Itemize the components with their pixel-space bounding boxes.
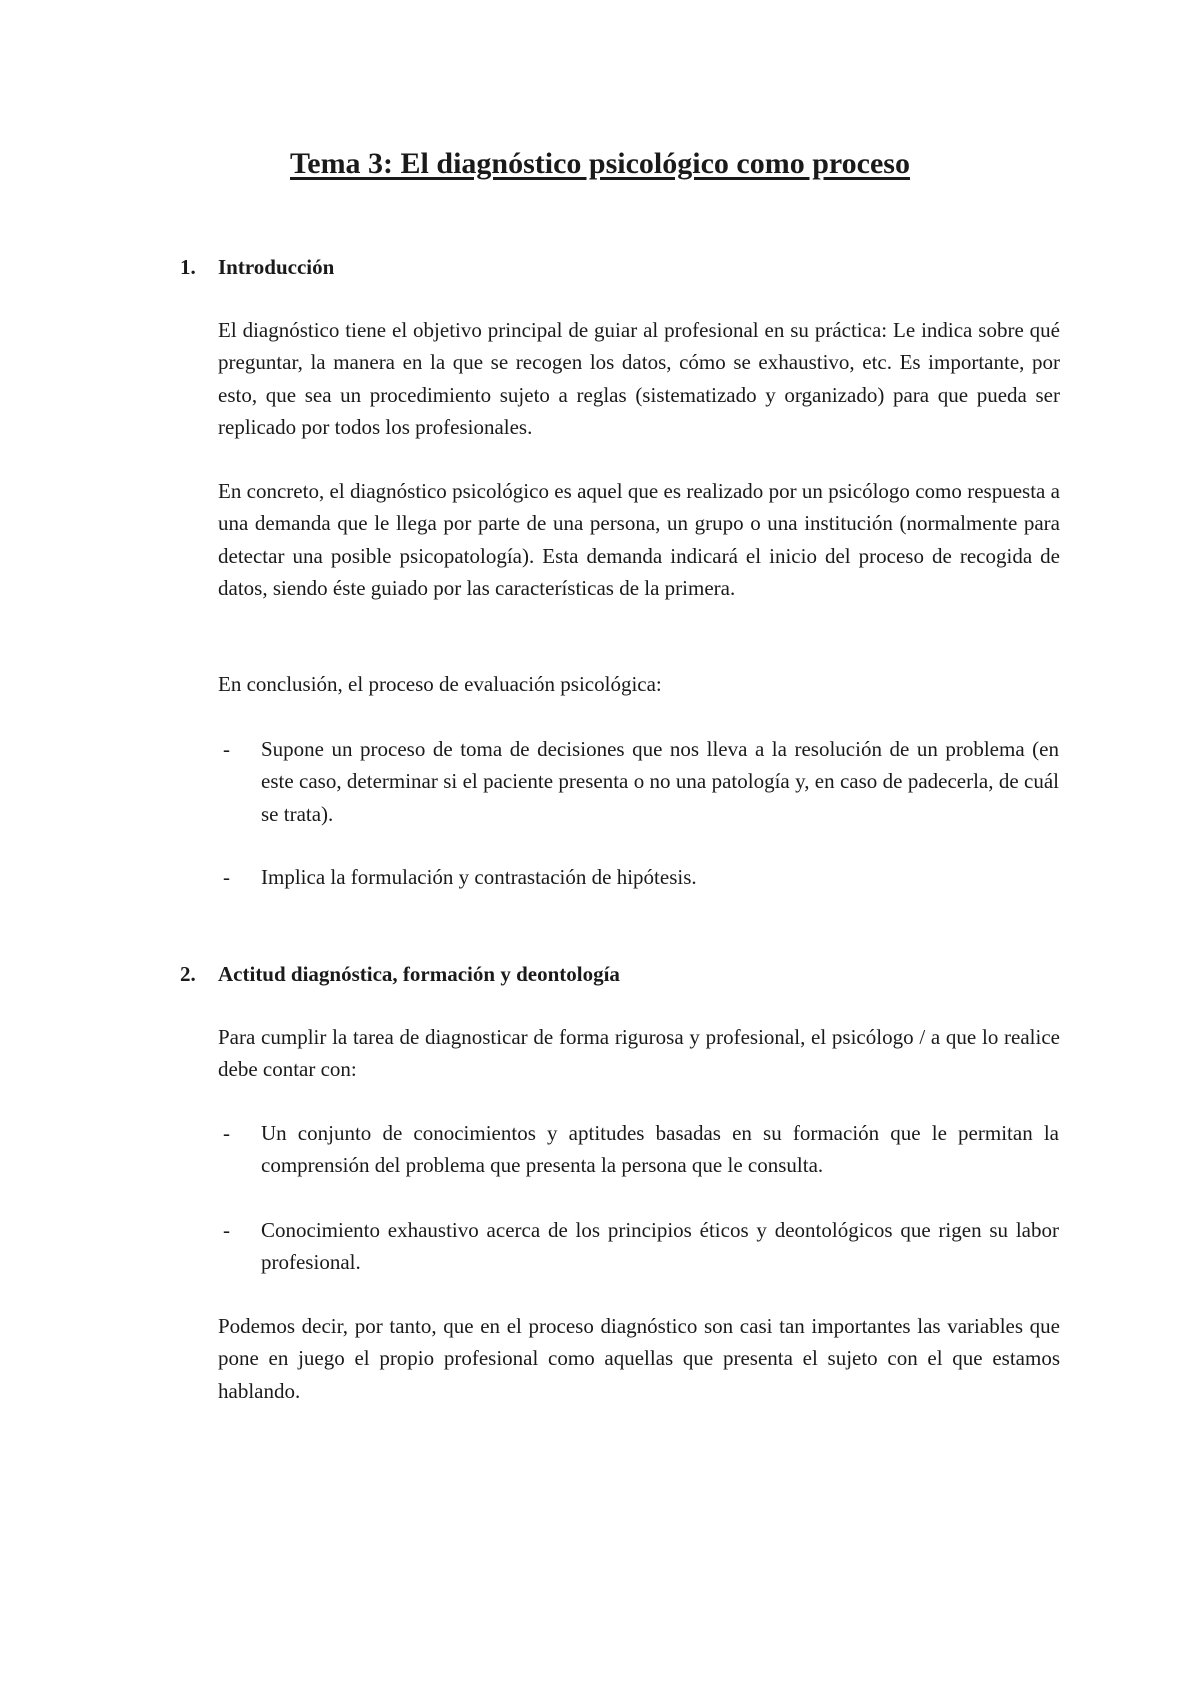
paragraph-intro-2: En concreto, el diagnóstico psicológico es aquel que es realizado por un psicólogo como respuesta a una demanda que le llega por parte de una persona, un grupo o una institución (normalmente para detectar una posible psicopatología). Esta demanda indicará el inicio del proceso de recogida de datos, siendo éste guiado por las características de la primera. <box>218 479 1060 600</box>
section-number: 2. <box>180 962 196 986</box>
section-title: Introducción <box>218 255 335 279</box>
paragraph-closing: Podemos decir, por tanto, que en el proceso diagnóstico son casi tan importantes las variables que pone en juego el propio profesional como aquellas que presenta el sujeto con el que estamos hablando. <box>218 1314 1060 1403</box>
bullet-marker: - <box>223 865 230 889</box>
document-title: Tema 3: El diagnóstico psicológico como proceso <box>290 147 910 180</box>
list-item-text: Conocimiento exhaustivo acerca de los principios éticos y deontológicos que rigen su labor profesional. <box>261 1218 1059 1275</box>
bullet-marker: - <box>223 737 230 761</box>
paragraph-intro-1: El diagnóstico tiene el objetivo principal de guiar al profesional en su práctica: Le indica sobre qué preguntar, la manera en la que se recogen los datos, cómo se exhaustivo, etc. Es importante, por esto, que sea un procedimiento sujeto a reglas (sistematizado y organizado) para que pueda ser replicado por todos los profesionales. <box>218 318 1060 439</box>
paragraph-intro-3: En conclusión, el proceso de evaluación psicológica: <box>218 672 662 696</box>
bullet-marker: - <box>223 1121 230 1145</box>
section-title: Actitud diagnóstica, formación y deontología <box>218 962 620 986</box>
list-item-text: Un conjunto de conocimientos y aptitudes basadas en su formación que le permitan la comprensión del problema que presenta la persona que le consulta. <box>261 1121 1059 1178</box>
section-number: 1. <box>180 255 196 279</box>
bullet-marker: - <box>223 1218 230 1242</box>
paragraph-actitud-1: Para cumplir la tarea de diagnosticar de forma rigurosa y profesional, el psicólogo / a que lo realice debe contar con: <box>218 1025 1060 1082</box>
list-item-text: Implica la formulación y contrastación de hipótesis. <box>261 865 697 889</box>
list-item-text: Supone un proceso de toma de decisiones que nos lleva a la resolución de un problema (en este caso, determinar si el paciente presenta o no una patología y, en caso de padecerla, de cuál se trata). <box>261 737 1059 826</box>
